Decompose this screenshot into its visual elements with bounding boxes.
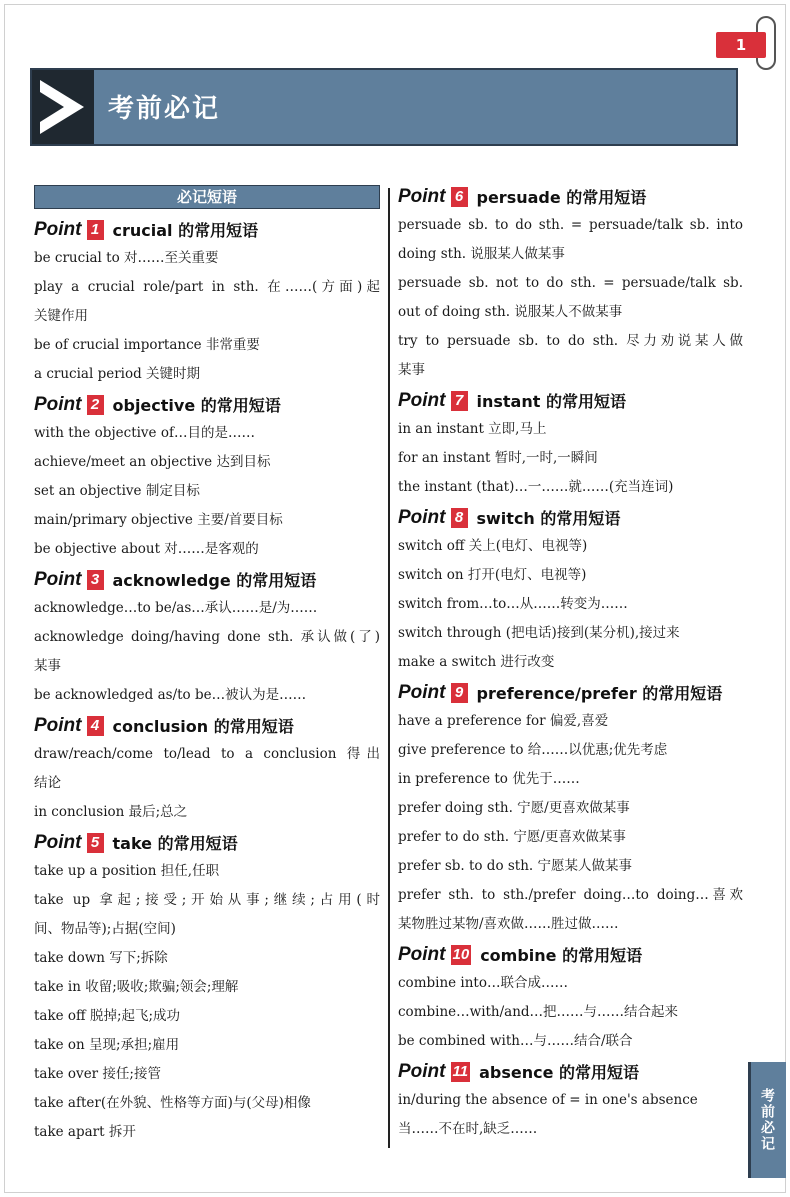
phrase-line: doing sth. 说服某人做某事 bbox=[398, 246, 565, 262]
point-label: Point bbox=[398, 681, 446, 703]
point-heading bbox=[34, 390, 380, 419]
phrase-line: 关键作用 bbox=[34, 308, 88, 324]
phrase-line: be crucial to 对……至关重要 bbox=[34, 250, 219, 266]
point-title: absence 的常用短语 bbox=[479, 1063, 640, 1082]
phrase-line: prefer to do sth. 宁愿/更喜欢做某事 bbox=[398, 829, 626, 845]
point-number-badge: 5 bbox=[87, 833, 104, 853]
page-title: 考前必记 bbox=[108, 94, 221, 124]
point-number-badge: 2 bbox=[87, 395, 104, 415]
point-number-badge: 10 bbox=[452, 945, 470, 963]
phrase-line: take over 接任;接管 bbox=[34, 1066, 161, 1082]
phrase-line: combine into…联合成…… bbox=[398, 975, 568, 991]
phrase-line: combine…with/and…把……与……结合起来 bbox=[398, 1004, 679, 1020]
point-label: Point bbox=[34, 568, 82, 590]
point-heading bbox=[398, 503, 743, 532]
phrase-line: set an objective 制定目标 bbox=[34, 483, 200, 499]
point-number-badge: 8 bbox=[451, 508, 468, 528]
point-title: switch 的常用短语 bbox=[476, 509, 621, 528]
point-title: take 的常用短语 bbox=[112, 834, 238, 853]
chevron-right-icon bbox=[32, 70, 94, 144]
phrase-line: switch on 打开(电灯、电视等) bbox=[398, 567, 587, 583]
phrase-line: make a switch 进行改变 bbox=[398, 654, 555, 670]
phrase-line: take down 写下;拆除 bbox=[34, 950, 168, 966]
phrase-line: 某事 bbox=[398, 362, 425, 378]
point-heading bbox=[34, 565, 380, 594]
point-label: Point bbox=[398, 1060, 446, 1082]
phrase-line: take up 拿起;接受;开始从事;继续;占用(时 bbox=[34, 892, 380, 908]
point-number-badge: 3 bbox=[87, 570, 104, 590]
phrase-line: 当……不在时,缺乏…… bbox=[398, 1121, 538, 1137]
point-title: persuade 的常用短语 bbox=[476, 188, 647, 207]
phrase-line: switch through (把电话)接到(某分机),接过来 bbox=[398, 625, 680, 641]
phrase-line: in/during the absence of = in one's absence bbox=[398, 1092, 698, 1108]
phrase-line: a crucial period 关键时期 bbox=[34, 366, 201, 382]
phrase-line: try to persuade sb. to do sth. 尽力劝说某人做 bbox=[398, 333, 743, 349]
point-label: Point bbox=[34, 831, 82, 853]
point-label: Point bbox=[34, 218, 82, 240]
point-number-badge: 11 bbox=[452, 1062, 469, 1080]
phrase-line: achieve/meet an objective 达到目标 bbox=[34, 454, 271, 470]
point-title: instant 的常用短语 bbox=[476, 392, 626, 411]
point-number-badge: 9 bbox=[451, 683, 468, 703]
left-phrase-list bbox=[34, 215, 380, 1147]
phrase-line: take on 呈现;承担;雇用 bbox=[34, 1037, 180, 1053]
phrase-line: 间、物品等);占据(空间) bbox=[34, 921, 176, 937]
phrase-line: for an instant 暂时,一时,一瞬间 bbox=[398, 450, 598, 466]
point-label: Point bbox=[34, 393, 82, 415]
point-label: Point bbox=[398, 185, 446, 207]
point-label: Point bbox=[398, 506, 446, 528]
phrase-line: draw/reach/come to/lead to a conclusion 得出 bbox=[34, 746, 380, 762]
page-number: 1 bbox=[716, 32, 766, 58]
phrase-line: switch from…to…从……转变为…… bbox=[398, 596, 628, 612]
point-label: Point bbox=[398, 943, 446, 965]
point-heading bbox=[398, 386, 743, 415]
point-heading bbox=[398, 678, 743, 707]
point-title: preference/prefer 的常用短语 bbox=[476, 684, 723, 703]
phrase-line: main/primary objective 主要/首要目标 bbox=[34, 512, 283, 528]
phrase-line: be combined with…与……结合/联合 bbox=[398, 1033, 633, 1049]
point-heading bbox=[34, 828, 380, 857]
phrase-line: persuade sb. not to do sth. = persuade/talk sb. bbox=[398, 275, 743, 291]
point-heading bbox=[398, 1057, 743, 1086]
phrase-line: play a crucial role/part in sth. 在……(方面)起 bbox=[34, 279, 380, 295]
point-title: combine 的常用短语 bbox=[480, 946, 643, 965]
point-title: crucial 的常用短语 bbox=[112, 221, 259, 240]
phrase-line: in conclusion 最后;总之 bbox=[34, 804, 188, 820]
phrase-line: in an instant 立即,马上 bbox=[398, 421, 547, 437]
phrase-line: take after(在外貌、性格等方面)与(父母)相像 bbox=[34, 1095, 311, 1111]
phrase-line: 某事 bbox=[34, 658, 61, 674]
right-column bbox=[398, 181, 743, 1144]
point-number-badge: 4 bbox=[87, 716, 104, 736]
point-heading bbox=[34, 215, 380, 244]
phrase-line: 结论 bbox=[34, 775, 61, 791]
point-number-badge: 7 bbox=[451, 391, 468, 411]
phrase-line: in preference to 优先于…… bbox=[398, 771, 580, 787]
phrase-line: prefer doing sth. 宁愿/更喜欢做某事 bbox=[398, 800, 630, 816]
phrase-line: acknowledge doing/having done sth. 承认做(了) bbox=[34, 629, 380, 645]
column-divider bbox=[388, 188, 390, 1148]
phrase-line: prefer sth. to sth./prefer doing…to doing…喜欢 bbox=[398, 887, 743, 903]
point-heading bbox=[398, 182, 743, 211]
phrase-line: take off 脱掉;起飞;成功 bbox=[34, 1008, 181, 1024]
phrase-line: be objective about 对……是客观的 bbox=[34, 541, 259, 557]
phrase-line: take up a position 担任,任职 bbox=[34, 863, 220, 879]
phrase-line: take in 收留;吸收;欺骗;领会;理解 bbox=[34, 979, 239, 995]
point-title: conclusion 的常用短语 bbox=[112, 717, 294, 736]
phrase-line: take apart 拆开 bbox=[34, 1124, 136, 1140]
point-number-badge: 1 bbox=[87, 220, 104, 240]
point-number-badge: 6 bbox=[451, 187, 468, 207]
phrase-line: prefer sb. to do sth. 宁愿某人做某事 bbox=[398, 858, 633, 874]
phrase-line: persuade sb. to do sth. = persuade/talk sb. into bbox=[398, 217, 743, 233]
phrase-line: 某物胜过某物/喜欢做……胜过做…… bbox=[398, 916, 619, 932]
phrase-line: have a preference for 偏爱,喜爱 bbox=[398, 713, 609, 729]
phrase-line: be acknowledged as/to be…被认为是…… bbox=[34, 687, 307, 703]
side-tab: 考前必记 bbox=[748, 1062, 786, 1178]
phrase-line: give preference to 给……以优惠;优先考虑 bbox=[398, 742, 668, 758]
point-title: acknowledge 的常用短语 bbox=[112, 571, 317, 590]
phrase-line: be of crucial importance 非常重要 bbox=[34, 337, 260, 353]
point-label: Point bbox=[398, 389, 446, 411]
phrase-line: the instant (that)…一……就……(充当连词) bbox=[398, 479, 674, 495]
point-heading bbox=[34, 711, 380, 740]
section-title: 必记短语 bbox=[34, 185, 380, 209]
left-column bbox=[34, 185, 380, 1147]
point-label: Point bbox=[34, 714, 82, 736]
point-title: objective 的常用短语 bbox=[112, 396, 281, 415]
phrase-line: acknowledge…to be/as…承认……是/为…… bbox=[34, 600, 318, 616]
phrase-line: out of doing sth. 说服某人不做某事 bbox=[398, 304, 623, 320]
right-phrase-list bbox=[398, 182, 743, 1144]
header-banner bbox=[30, 68, 738, 146]
phrase-line: switch off 关上(电灯、电视等) bbox=[398, 538, 588, 554]
point-heading bbox=[398, 940, 743, 969]
phrase-line: with the objective of…目的是…… bbox=[34, 425, 255, 441]
